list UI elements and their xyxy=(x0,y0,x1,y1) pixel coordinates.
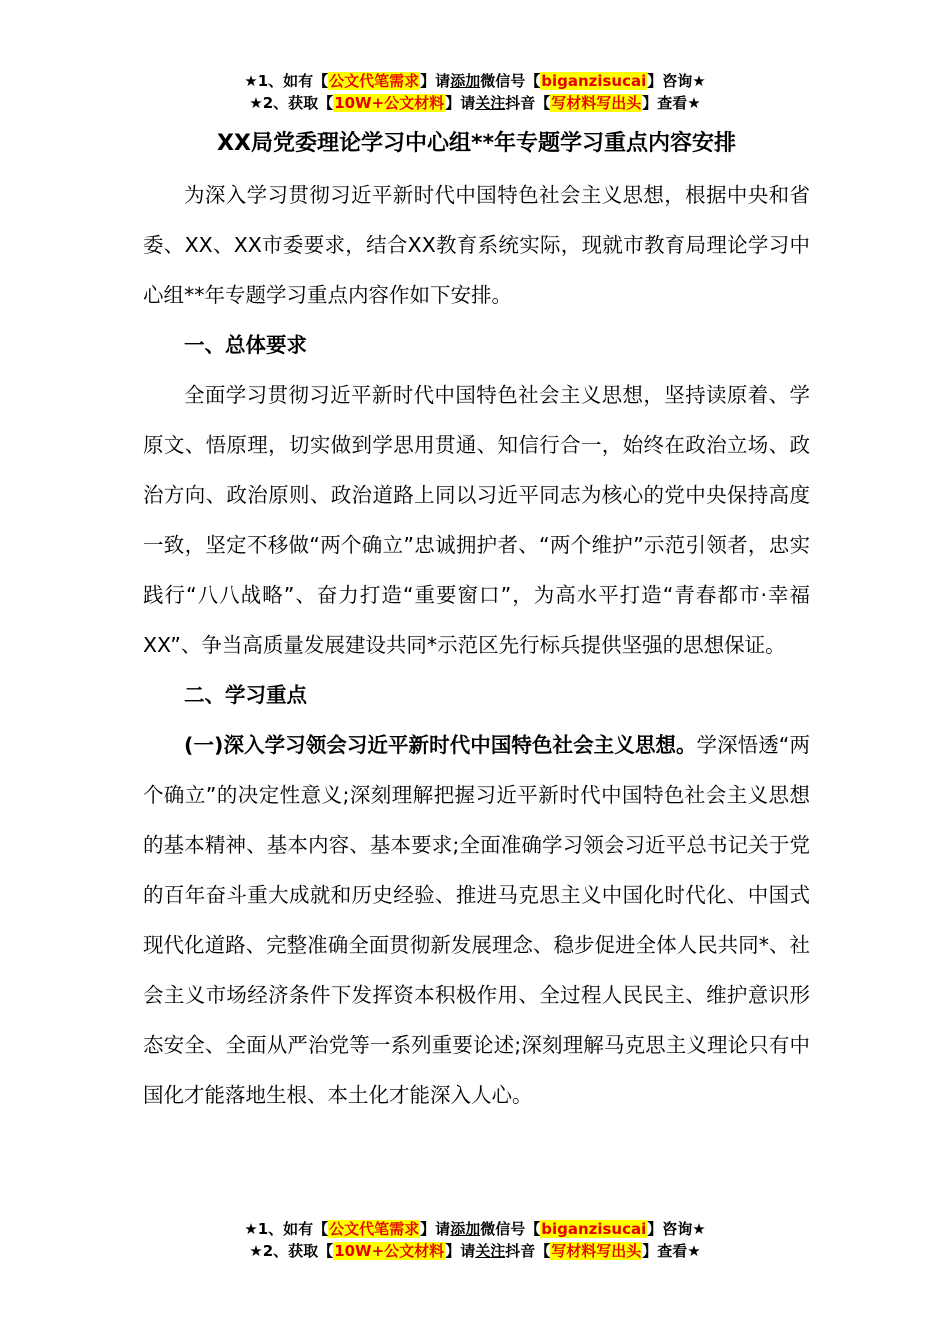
promo-banner-top xyxy=(0,70,950,114)
promo-banner-bottom xyxy=(0,1218,950,1262)
highlight-service: 公文代笔需求 xyxy=(329,72,420,90)
highlight-wechat-id: biganzisucai xyxy=(541,72,647,90)
highlight-materials: 10W+公文材料 xyxy=(334,94,445,112)
highlight-douyin: 写材料写出头 xyxy=(551,94,642,112)
promo-line-2: ★2、获取【10W+公文材料】请关注抖音【写材料写出头】查看★ xyxy=(249,1242,701,1260)
highlight-douyin: 写材料写出头 xyxy=(551,1242,642,1260)
item-1-paragraph xyxy=(143,720,810,1120)
intro-paragraph: 为深入学习贯彻习近平新时代中国特色社会主义思想，根据中央和省委、XX、XX市委要求，结合XX教育系统实际，现就市教育局理论学习中心组**年专题学习重点内容作如下安排。 xyxy=(143,183,810,307)
highlight-service: 公文代笔需求 xyxy=(329,1220,420,1238)
highlight-wechat-id: biganzisucai xyxy=(541,1220,647,1238)
section-heading-2: 二、学习重点 xyxy=(184,683,307,707)
item-1-body: 学深悟透“两个确立”的决定性意义;深刻理解把握习近平新时代中国特色社会主义思想的基本精神、基本内容、基本要求;全面准确学习领会习近平总书记关于党的百年奋斗重大成就和历史经验、推进马克思主义中国化时代化、中国式现代化道路、完整准确全面贯彻新发展理念、稳步促进全体人民共同*、社会主义市场经济条件下发挥资本积极作用、全过程人民民主、维护意识形态安全、全面从严治党等一系列重要论述;深刻理解马克思主义理论只有中国化才能落地生根、本土化才能深入人心。 xyxy=(143,733,810,1107)
highlight-materials: 10W+公文材料 xyxy=(334,1242,445,1260)
item-1-lead: (一)深入学习领会习近平新时代中国特色社会主义思想。 xyxy=(184,733,697,757)
document-title: XX局党委理论学习中心组**年专题学习重点内容安排 xyxy=(217,131,736,156)
document-body xyxy=(143,128,810,1120)
promo-line-2: ★2、获取【10W+公文材料】请关注抖音【写材料写出头】查看★ xyxy=(249,94,701,112)
section-1-paragraph: 全面学习贯彻习近平新时代中国特色社会主义思想，坚持读原着、学原文、悟原理，切实做到学思用贯通、知信行合一，始终在政治立场、政治方向、政治原则、政治道路上同以习近平同志为核心的党中央保持高度一致，坚定不移做“两个确立”忠诚拥护者、“两个维护”示范引领者，忠实践行“八八战略”、奋力打造“重要窗口”，为高水平打造“青春都市·幸福XX”、争当高质量发展建设共同*示范区先行标兵提供坚强的思想保证。 xyxy=(143,383,810,657)
promo-line-1: ★1、如有【公文代笔需求】请添加微信号【biganzisucai】咨询★ xyxy=(244,1220,706,1238)
promo-line-1: ★1、如有【公文代笔需求】请添加微信号【biganzisucai】咨询★ xyxy=(244,72,706,90)
section-heading-1: 一、总体要求 xyxy=(184,333,307,357)
